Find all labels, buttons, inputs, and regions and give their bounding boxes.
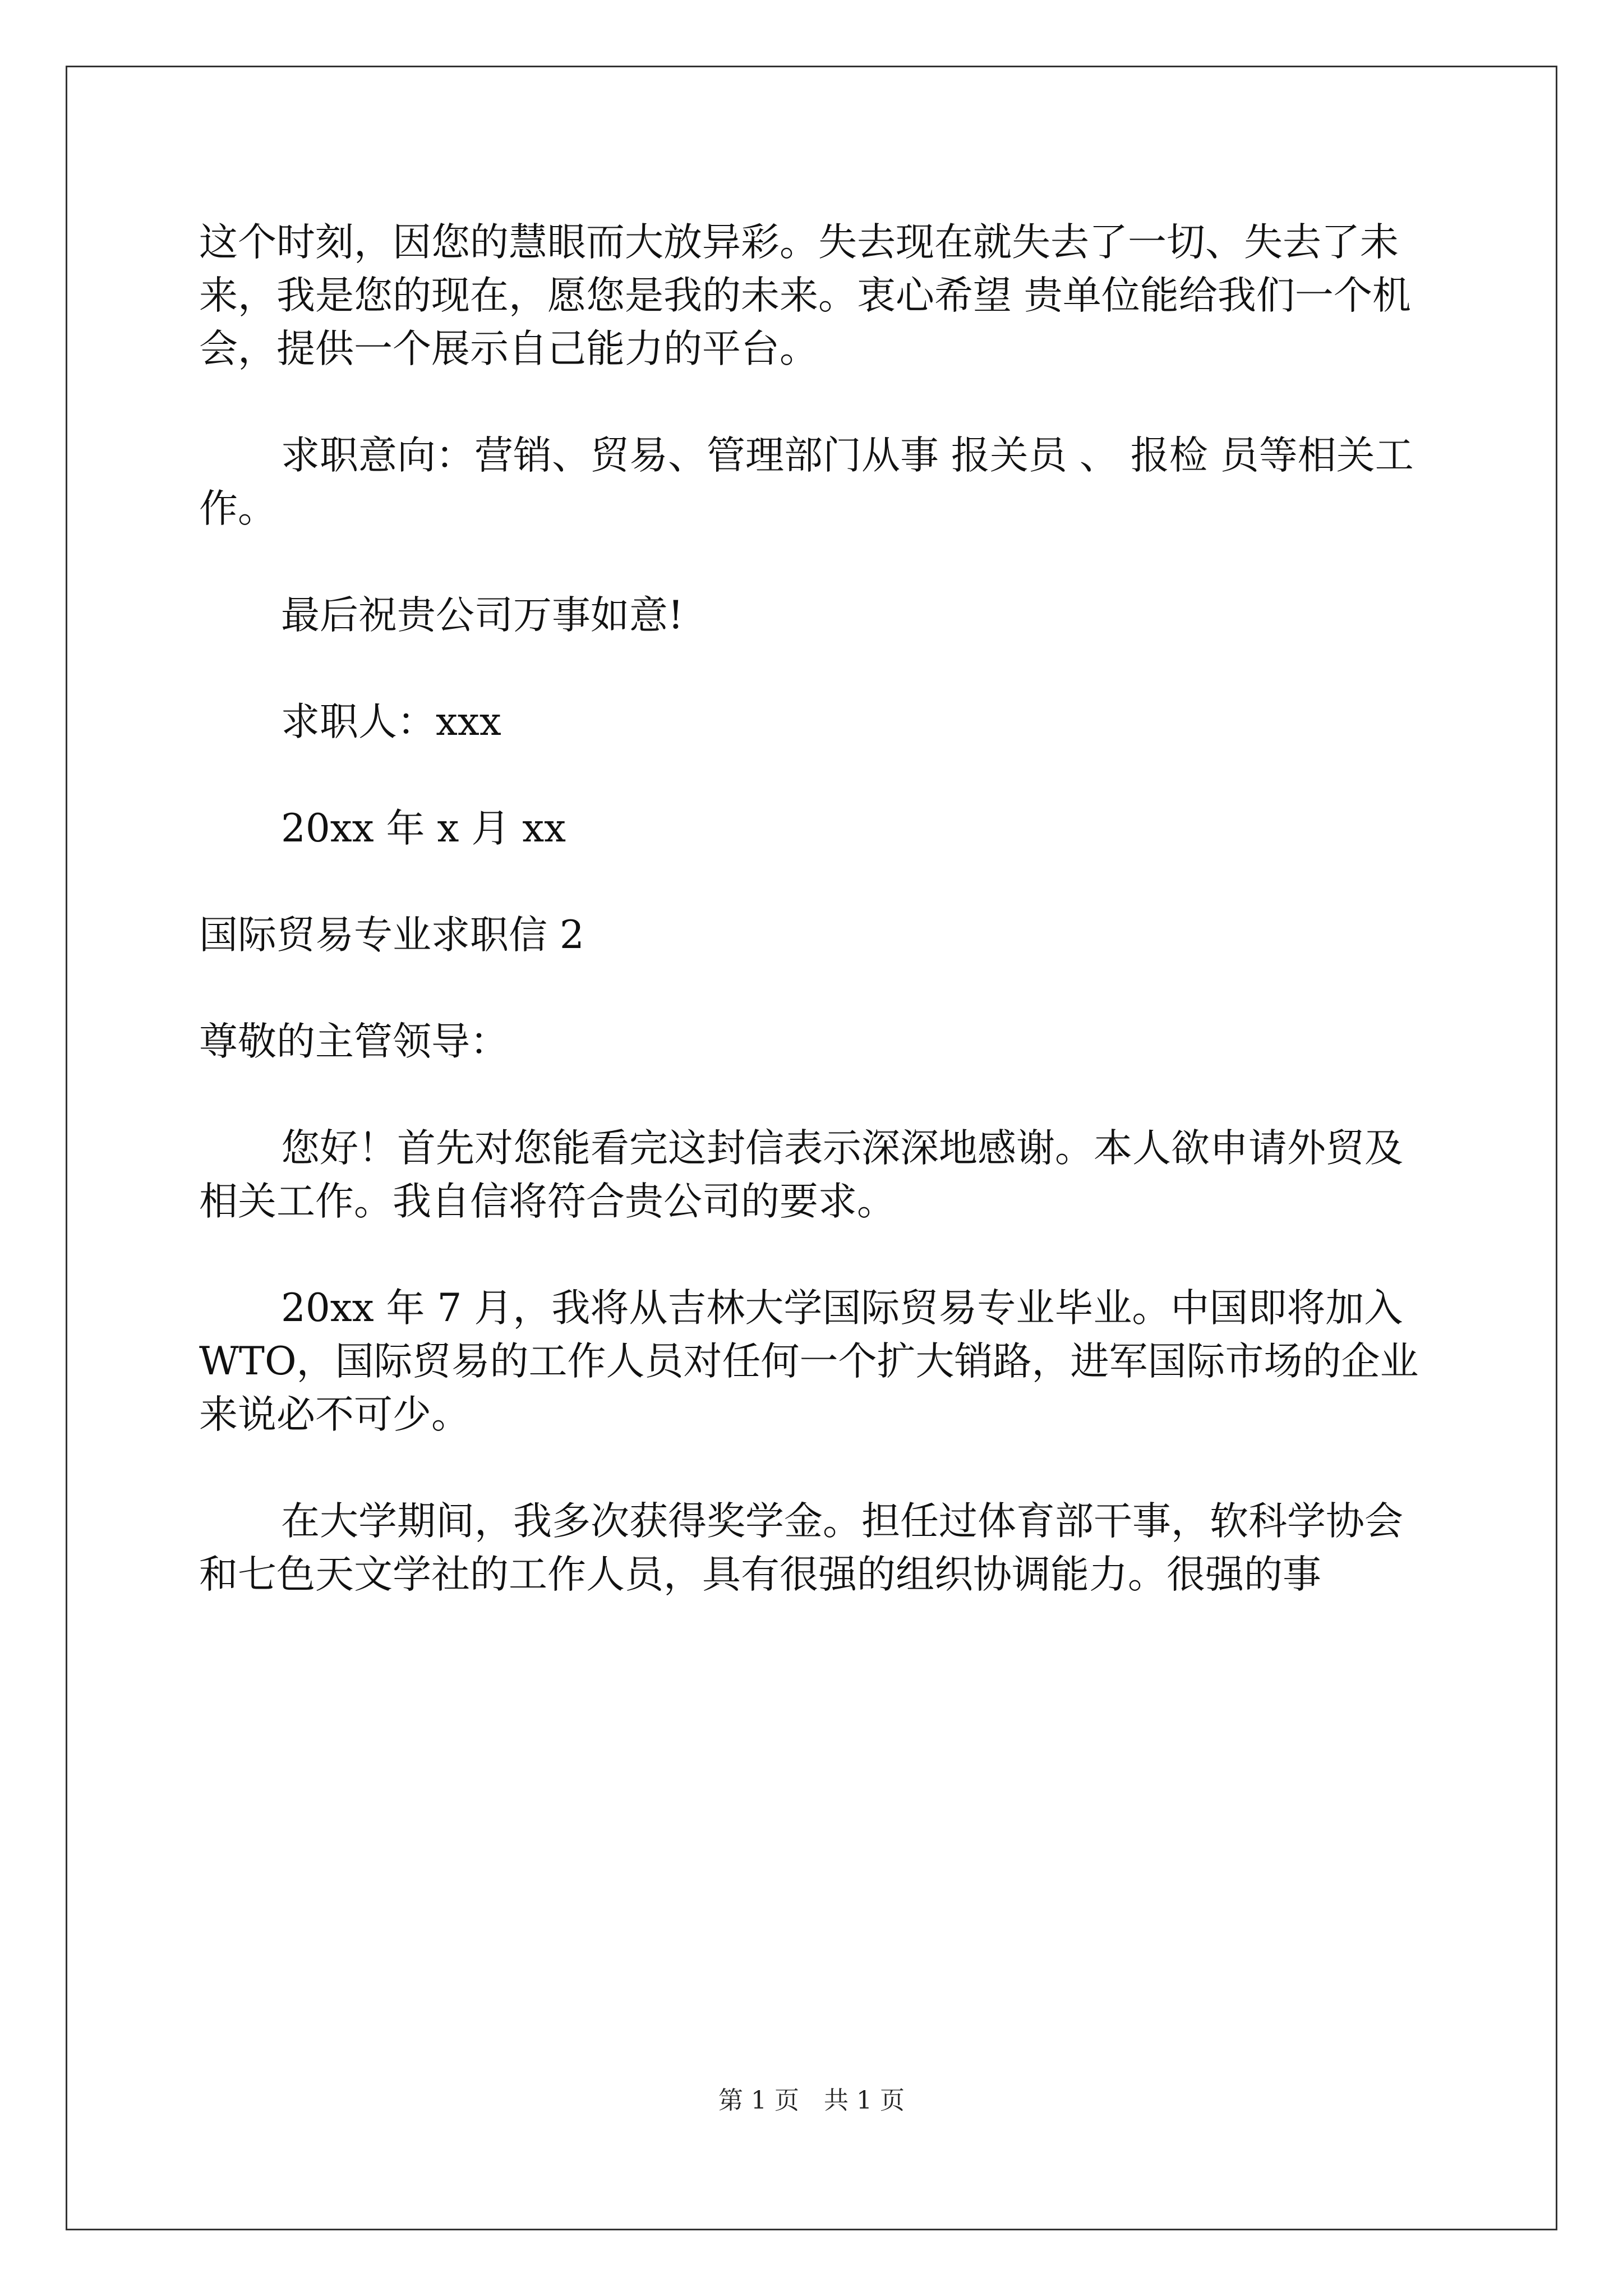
page-total: 共 1 页 <box>824 2086 905 2115</box>
paragraph-wishes: 最后祝贵公司万事如意! <box>281 593 684 638</box>
paragraph-graduation: 20xx 年 7 月，我将从吉林大学国际贸易专业毕业。中国即将加入 WTO，国际贸易的工作人员对任何一个扩大销路，进军国际市场的企业来说必不可少。 <box>199 1286 1419 1437</box>
document-body <box>199 216 1438 1655</box>
page-number: 第 1 页 <box>718 2086 799 2115</box>
page-footer <box>0 2087 1623 2115</box>
paragraph-closing-remarks: 这个时刻，因您的慧眼而大放异彩。失去现在就失去了一切、失去了未来，我是您的现在，愿您是我的未来。衷心希望 贵单位能给我们一个机会，提供一个展示自己能力的平台。 <box>199 220 1411 371</box>
paragraph-university-experience: 在大学期间，我多次获得奖学金。担任过体育部干事，软科学协会和七色天文学社的工作人员，具有很强的组织协调能力。很强的事 <box>199 1499 1403 1597</box>
salutation: 尊敬的主管领导： <box>199 1019 509 1064</box>
paragraph-greeting: 您好！首先对您能看完这封信表示深深地感谢。本人欲申请外贸及相关工作。我自信将符合贵公司的要求。 <box>199 1126 1403 1224</box>
paragraph-applicant: 求职人：xxx <box>281 700 501 744</box>
paragraph-job-intention: 求职意向：营销、贸易、管理部门从事 报关员 、 报检 员等相关工作。 <box>199 433 1414 531</box>
paragraph-date: 20xx 年 x 月 xx <box>281 806 566 851</box>
section-title: 国际贸易专业求职信 2 <box>199 913 584 958</box>
